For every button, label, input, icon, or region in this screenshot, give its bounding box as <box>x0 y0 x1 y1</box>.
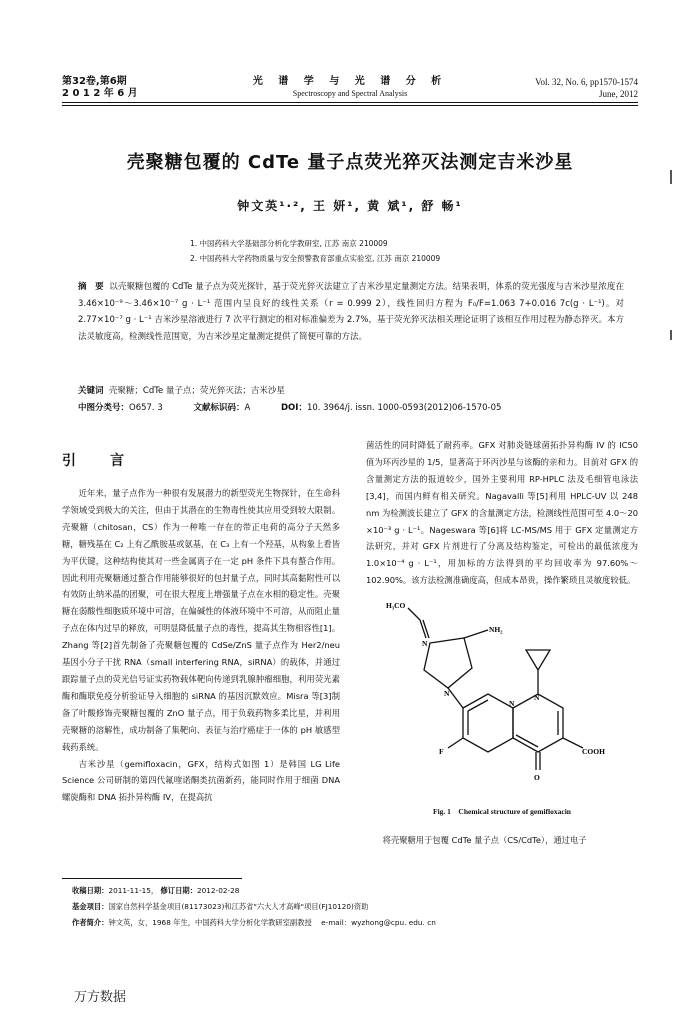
right-column-text <box>366 437 638 589</box>
keywords-text: 壳聚糖；CdTe 量子点；荧光猝灭法；吉米沙星 <box>108 386 285 396</box>
affiliation-2: 2. 中国药科大学药物质量与安全预警教育部重点实验室, 江苏 南京 210009 <box>190 254 441 263</box>
quinolone-n-label: N <box>534 693 540 702</box>
classification-line <box>78 400 624 416</box>
section-heading-introduction: 引 言 <box>62 453 134 469</box>
fluoro-label: F <box>439 747 444 756</box>
doc-code-label: 文献标识码： <box>193 403 245 413</box>
revised-label: 修订日期： <box>160 886 197 895</box>
abstract-label: 摘 要 <box>78 282 104 292</box>
journal-name-cn: 光 谱 学 与 光 谱 分 析 <box>252 76 448 87</box>
keywords <box>78 383 624 399</box>
amine-label: NH₂ <box>489 625 503 634</box>
methoxy-label: H₃CO <box>386 601 406 610</box>
header-divider-thin <box>62 105 638 106</box>
abstract <box>78 279 624 345</box>
footnote-divider <box>62 878 242 879</box>
right-paragraph-continued: 菌活性的同时降低了耐药率。GFX 对肺炎链球菌拓扑异构酶 IV 的 IC50 值为环丙沙星的 1/5，显著高于环丙沙星与该酶的亲和力。目前对 GFX 的含量测定方法的报道较少，国外主要利用 RP-HPLC 法及毛细管电泳法[3,4]，而国内鲜有相关研究。Nagavalli 等[5]利用 HPLC-UV 以 248 nm 为检测波长建立了 GFX 的含量测定方法，检测线性范围可至 4.0～20 ×10⁻³ g · L⁻¹。Nageswara 等[6]将 LC-MS/MS 用于 GFX 定量测定方法研究，并对 GFX 片剂进行了分离及结构鉴定，可检出的最低浓度为 1.0×10⁻⁴ g · L⁻¹，用加标的方法得到的平均回收率为 97.60%～102.90%。该方法检测准确度高，但成本昂贵，操作繁琐且灵敏度较低。 <box>366 440 638 586</box>
scan-edge-mark <box>670 170 672 184</box>
email-label: e-mail： <box>321 918 352 927</box>
received-date: 2011-11-15， <box>108 886 159 895</box>
figure-caption: Fig. 1 Chemical structure of gemifloxacin <box>433 807 571 816</box>
affiliation-1: 1. 中国药科大学基础部分析化学教研室, 江苏 南京 210009 <box>190 239 388 248</box>
volume-issue: 第32卷,第6期 <box>62 76 127 87</box>
clc-label: 中图分类号： <box>78 403 130 413</box>
issue-date-en: June, 2012 <box>599 89 638 99</box>
journal-name-en: Spectroscopy and Spectral Analysis <box>292 89 408 98</box>
received-label: 收稿日期： <box>72 886 109 895</box>
footnote-author <box>72 915 638 930</box>
keywords-label: 关键词 <box>78 386 104 396</box>
header-divider <box>62 102 638 103</box>
article-title: 壳聚糖包覆的 CdTe 量子点荧光猝灭法测定吉米沙星 <box>126 152 574 173</box>
intro-paragraph-2: 吉米沙星（gemifloxacin，GFX，结构式如图 1）是韩国 LG Life Science 公司研制的第四代氟喹诺酮类抗菌新药，能同时作用于细菌 DNA 螺旋酶和 DNA 拓扑异构酶 IV，在提高抗 <box>62 758 340 803</box>
footnote-dates <box>72 883 638 898</box>
author-list: 钟文英¹·², 王 妍¹, 黄 斌¹, 舒 畅¹ <box>237 199 463 213</box>
doi-value: 10. 3964/j. issn. 1000-0593(2012)06-1570-05 <box>306 403 502 413</box>
gemifloxacin-structure <box>368 598 638 798</box>
carboxyl-label: COOH <box>582 747 605 756</box>
keto-o-label: O <box>534 773 540 782</box>
volume-pages: Vol. 32, No. 6, pp1570-1574 <box>535 77 638 87</box>
pyrrolidine-n-label: N <box>444 689 450 698</box>
right-column-bottom <box>366 832 638 849</box>
figure-1 <box>368 598 638 798</box>
watermark: 万方数据 <box>74 990 127 1005</box>
footnote-funding <box>72 899 638 914</box>
issue-date: 2 0 1 2 年 6 月 <box>62 88 138 99</box>
left-column <box>62 485 340 806</box>
funding-label: 基金项目： <box>72 902 109 911</box>
intro-paragraph-1: 近年来，量子点作为一种很有发展潜力的新型荧光生物探针，在生命科学领域受到极大的关注，但由于其潜在的生物毒性使其应用受到较大限制。壳聚糖（chitosan，CS）作为一种唯一存在的带正电荷的高分子天然多糖，糖残基在 C₂ 上有乙酰胺基或氨基，在 C₃ 上有一个羟基，从构象上看皆为平伏键，这种结构使其对一些金属离子在一定 pH 条件下具有螯合作用。因此利用壳聚糖通过螯合作用能够很好的包封量子点，同时其高黏附性可以有效防止纳米晶的团聚，可在很大程度上增强量子点在水相的稳定性。壳聚糖在弱酸性细胞质环境中可溶，在偏碱性的体液环境中不可溶，从而阻止量子点在体内过早的释放，可明显降低量子点的毒性，提高其生物相容性[1]。Zhang 等[2]首先制备了壳聚糖包覆的 CdSe/ZnS 量子点作为 Her2/neu 基因小分子干扰 RNA（small interfering RNA，siRNA）的载体，并通过跟踪量子点的荧光信号证实药物载体靶向传递到乳腺肿瘤细胞，利用荧光素酶和酶联免疫分析验证导入细胞的 siRNA 的基因沉默效应。Misra 等[3]制备了叶酸修饰壳聚糖包覆的 ZnO 量子点，用于负载药物多柔比星，并利用壳聚糖的溶解性，成功制备了集靶向、表征与治疗癌症于一体的 pH 敏感型载药系统。 <box>62 488 340 752</box>
journal-volume-info-en <box>535 76 638 100</box>
doc-code-value: A <box>244 403 251 413</box>
clc-value: O657. 3 <box>129 403 163 413</box>
right-paragraph-next: 将壳聚糖用于包覆 CdTe 量子点（CS/CdTe），通过电子 <box>382 835 587 845</box>
author-bio-label: 作者简介： <box>72 918 109 927</box>
abstract-text: 以壳聚糖包覆的 CdTe 量子点为荧光探针，基于荧光猝灭法建立了吉米沙星定量测定方法。结果表明，体系的荧光强度与吉米沙星浓度在 3.46×10⁻⁹～3.46×10⁻⁷ g · L⁻¹ 范围内呈良好的线性关系（r = 0.999 2），线性回归方程为 F₀/F=1.063 7+0.016 7c(g · L⁻¹)。对 2.77×10⁻⁷ g · L⁻¹ 吉米沙星溶液进行 7 次平行测定的相对标准偏差为 2.7%，基于荧光猝灭法相关理论证明了该相互作用过程为静态猝灭。本方法灵敏度高，检测线性范围宽，为吉米沙星定量测定提供了简便可靠的方法。 <box>78 282 624 342</box>
author-bio-text: 钟文英，女，1968 年生，中国药科大学分析化学教研室副教授 <box>108 918 312 927</box>
scan-edge-mark <box>670 330 672 340</box>
revised-date: 2012-02-28 <box>197 886 240 895</box>
doi-label: DOI： <box>281 403 307 413</box>
funding-text: 国家自然科学基金项目(81173023)和江苏省"六大人才高峰"项目(FJ10120)资助 <box>108 902 369 911</box>
oxime-n-label: N <box>422 639 428 648</box>
ring-n-label: N <box>509 699 515 708</box>
email-value: wyzhong@cpu. edu. cn <box>351 918 436 927</box>
